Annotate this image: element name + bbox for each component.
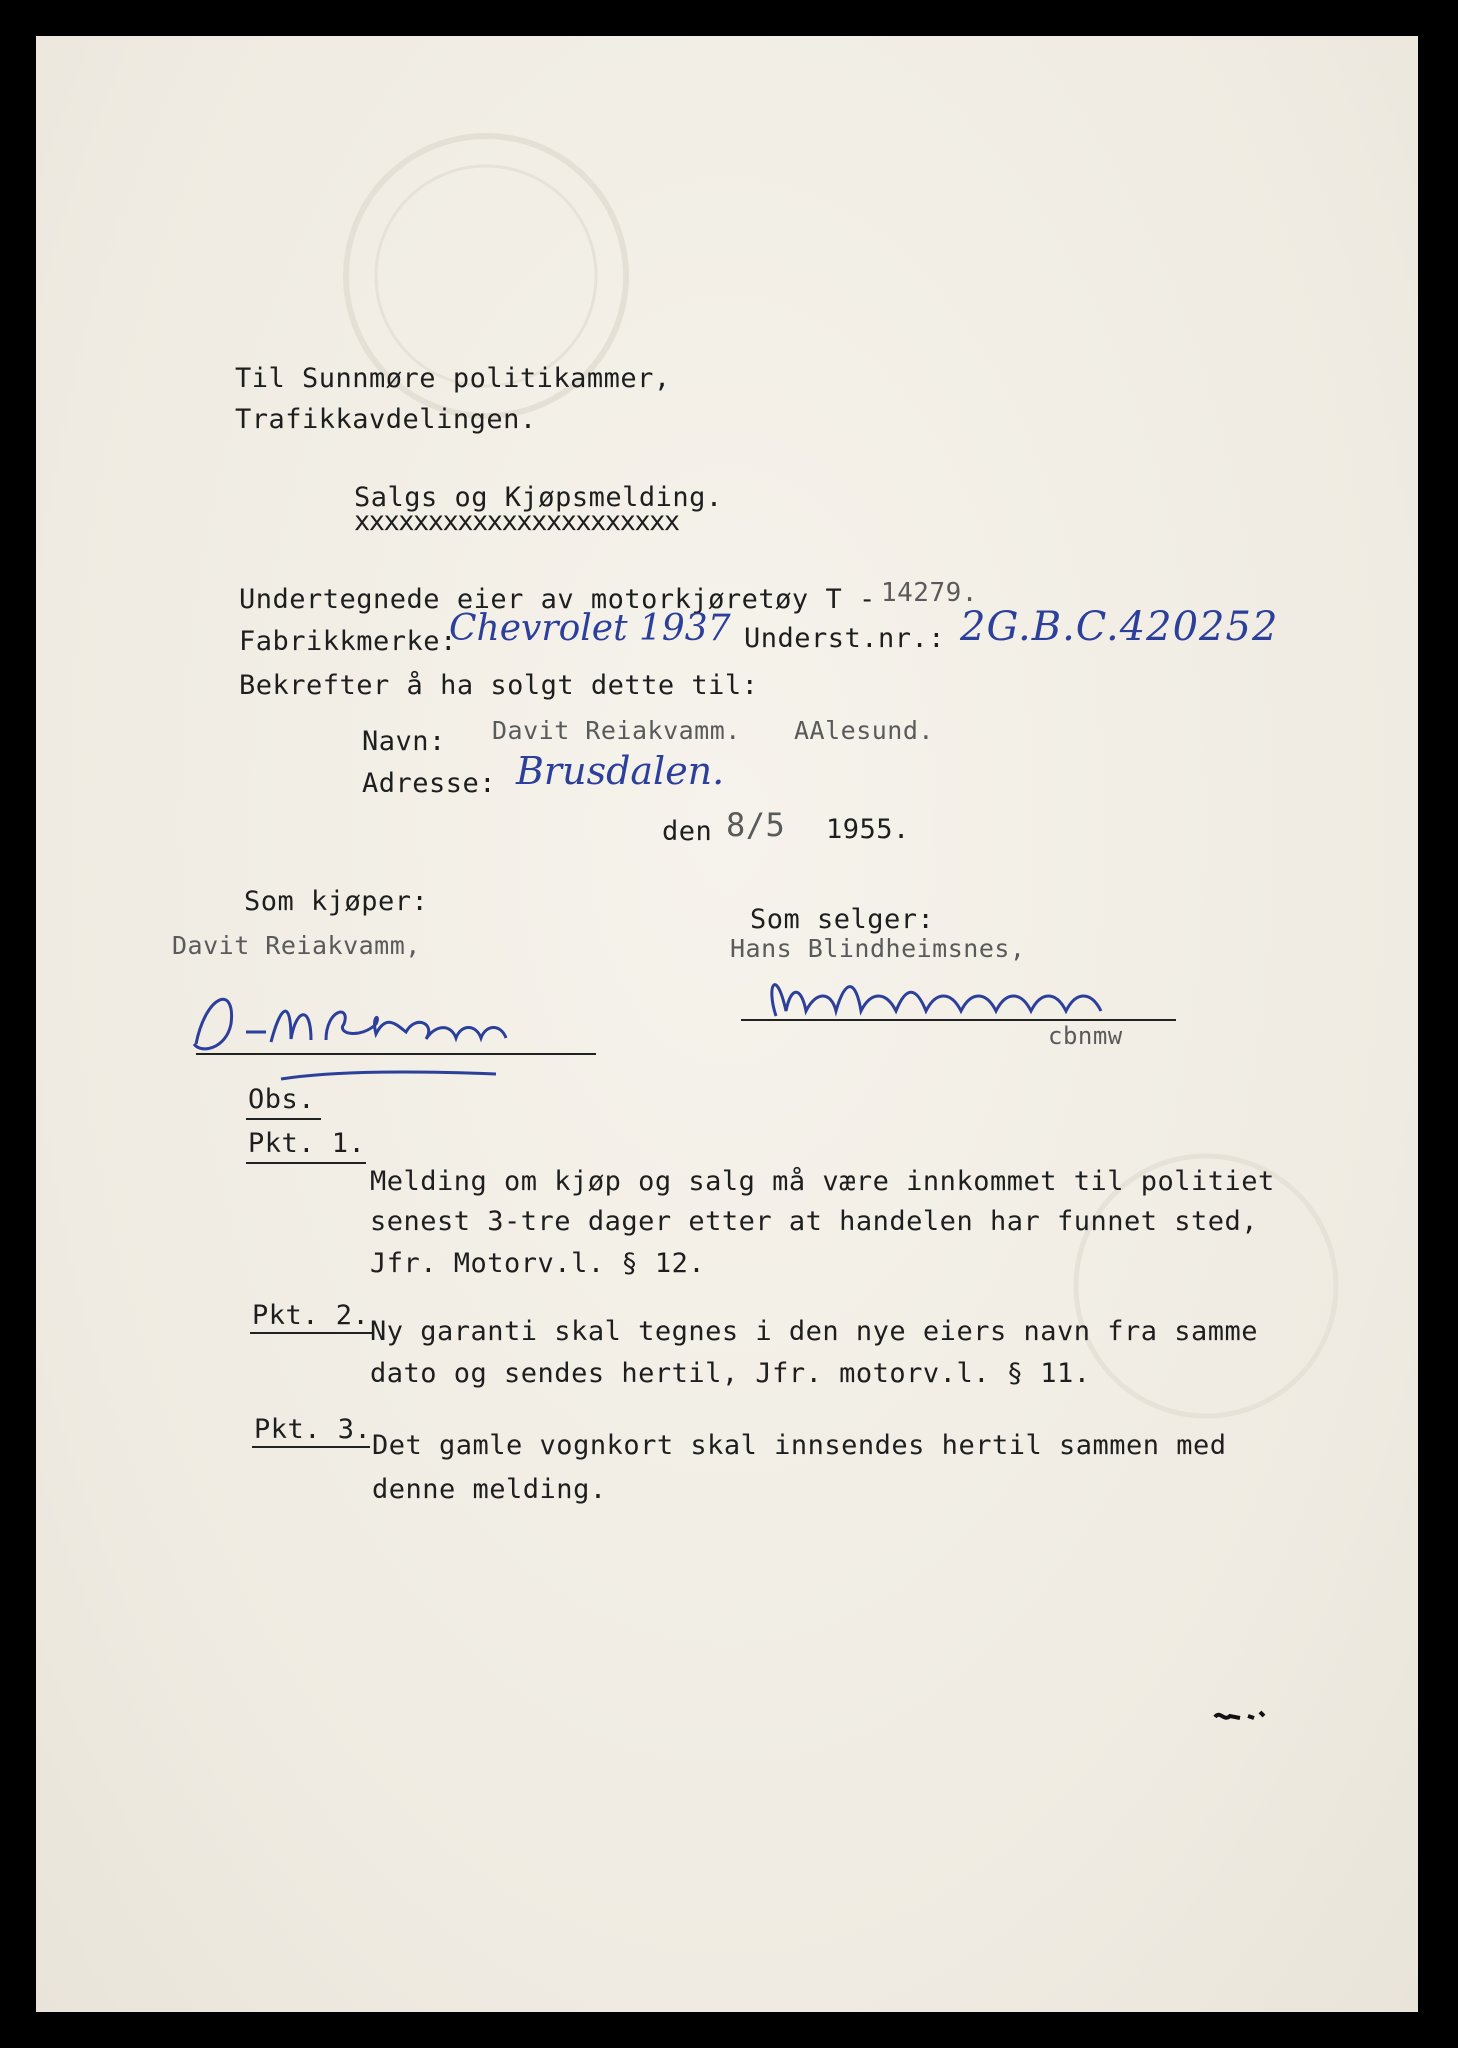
- pkt-2-label: Pkt. 2.: [252, 1300, 370, 1331]
- form-title: Salgs og Kjøpsmelding.: [354, 482, 723, 513]
- form-title-strikeline: xxxxxxxxxxxxxxxxxxxxxx: [354, 506, 679, 537]
- buyer-typed-name: Davit Reiakvamm,: [172, 931, 421, 960]
- address-handwritten: Brusdalen.: [516, 749, 725, 793]
- buyer-block-label: Som kjøper:: [244, 886, 429, 917]
- pkt-1-line-2: senest 3-tre dager etter at handelen har funnet sted,: [370, 1206, 1259, 1237]
- pkt-3-line-1: Det gamle vognkort skal innsendes hertil sammen med: [372, 1430, 1227, 1461]
- addressee-line-2: Trafikkavdelingen.: [235, 404, 537, 435]
- obs-underline: [246, 1118, 321, 1120]
- seller-block-label: Som selger:: [750, 904, 935, 935]
- buyer-town: AAlesund.: [794, 716, 934, 745]
- pkt-1-underline: [246, 1162, 366, 1164]
- pkt-2-line-2: dato og sendes hertil, Jfr. motorv.l. § 11.: [370, 1358, 1091, 1389]
- document-page: [36, 36, 1418, 2012]
- obs-label: Obs.: [248, 1084, 316, 1115]
- registration-number: 14279.: [881, 578, 978, 608]
- addressee-line-1: Til Sunnmøre politikammer,: [235, 363, 671, 394]
- pkt-1-line-3: Jfr. Motorv.l. § 12.: [370, 1248, 706, 1279]
- seller-initials: cbnmw: [1048, 1022, 1123, 1050]
- owner-line-label: Undertegnede eier av motorkjøretøy T -: [239, 584, 876, 615]
- chassis-label: Underst.nr.:: [744, 623, 946, 654]
- buyer-name: Davit Reiakvamm.: [492, 716, 741, 745]
- date-year: 1955.: [826, 814, 910, 845]
- pkt-1-label: Pkt. 1.: [248, 1128, 366, 1159]
- confirm-sold-line: Bekrefter å ha solgt dette til:: [239, 670, 759, 701]
- pkt-3-label: Pkt. 3.: [254, 1414, 372, 1445]
- name-label: Navn:: [362, 726, 446, 757]
- pkt-2-underline: [250, 1332, 372, 1334]
- pkt-3-line-2: denne melding.: [372, 1474, 607, 1505]
- date-prefix: den: [662, 816, 713, 847]
- chassis-number-handwritten: 2G.B.C.420252: [960, 604, 1279, 650]
- pkt-2-line-1: Ny garanti skal tegnes i den nye eiers navn fra samme: [370, 1316, 1259, 1347]
- date-handwritten: 8/5: [726, 806, 786, 844]
- address-label: Adresse:: [362, 768, 497, 799]
- pkt-3-underline: [252, 1446, 370, 1448]
- seller-typed-name: Hans Blindheimsnes,: [730, 934, 1026, 963]
- pkt-1-line-1: Melding om kjøp og salg må være innkommet til politiet: [370, 1166, 1275, 1197]
- make-label: Fabrikkmerke:: [239, 626, 457, 657]
- make-value-handwritten: Chevrolet 1937: [449, 608, 731, 649]
- ink-mark: [1210, 1702, 1270, 1732]
- buyer-signature: [176, 954, 596, 1094]
